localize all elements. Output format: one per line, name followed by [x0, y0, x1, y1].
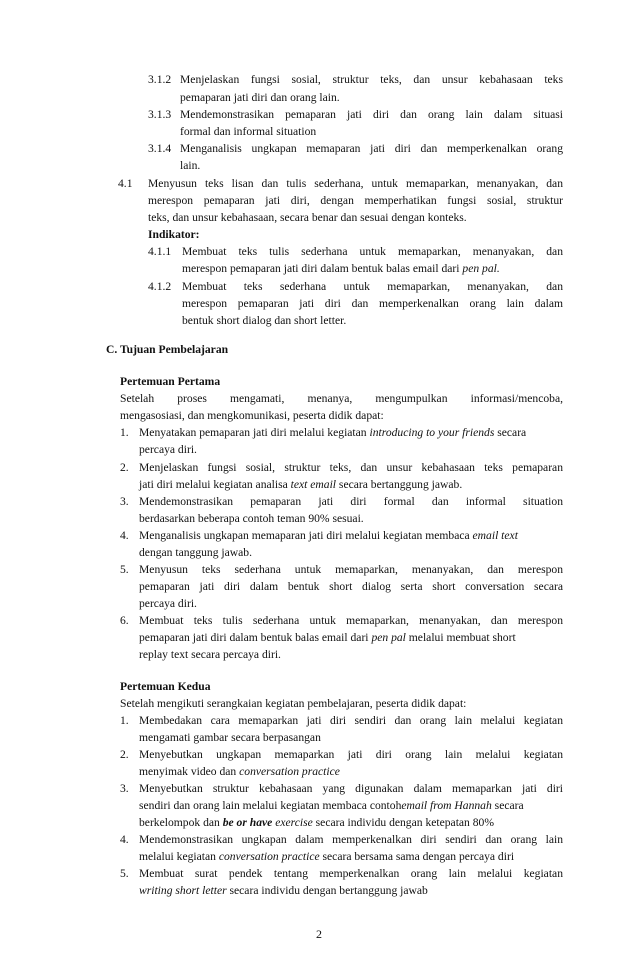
italic-term: email from Hannah: [401, 799, 492, 812]
text-part: secara individu dengan ketepatan 80%: [312, 816, 495, 829]
kd-text: teks, dan unsur kebahasaan, secara benar dan sesuai dengan konteks.: [148, 211, 467, 224]
text-part: melalui kegiatan: [139, 850, 219, 863]
list-number: 4.: [120, 529, 129, 542]
item-number: 3.1.3: [148, 108, 172, 121]
list-item-text: [139, 631, 516, 645]
item-text: formal dan informal situation: [180, 125, 317, 138]
list-number: 2.: [120, 461, 129, 474]
list-item-text: Menyusun teks sederhana untuk memaparkan, menanyakan, dan merespon: [139, 563, 563, 576]
list-item-text: Menyebutkan struktur kebahasaan yang digunakan dalam memaparkan jati diri: [139, 782, 563, 795]
list-item-text: Mendemonstrasikan ungkapan dalam memperkenalkan diri sendiri dan orang lain: [139, 833, 563, 846]
list-item-text: Membuat teks tulis sederhana untuk memaparkan, menanyakan, dan merespon: [139, 614, 563, 627]
list-item-text: Mendemonstrasikan pemaparan jati diri formal dan informal situation: [139, 495, 563, 508]
text-part: secara individu dengan bertanggung jawab: [226, 884, 428, 897]
list-number: 3.: [120, 782, 129, 795]
item-number: 3.1.2: [148, 73, 172, 86]
list-number: 3.: [120, 495, 129, 508]
section-heading: C. Tujuan Pembelajaran: [106, 343, 229, 356]
list-number: 2.: [120, 748, 129, 761]
item-number: 3.1.4: [148, 142, 172, 155]
meeting-title: Pertemuan Pertama: [120, 375, 221, 388]
italic-term: pen pal: [371, 631, 406, 644]
kd-text: merespon pemaparan jati diri, dengan memperhatikan fungsi sosial, struktur: [148, 194, 563, 207]
list-item-text: dengan tanggung jawab.: [139, 546, 253, 559]
text-part: secara bertanggung jawab.: [336, 478, 463, 491]
text-part: menyimak video dan: [139, 765, 240, 778]
kd-text: Menyusun teks lisan dan tulis sederhana, untuk memaparkan, menanyakan, dan: [148, 177, 563, 190]
list-item-text: [139, 478, 462, 492]
list-item-text: percaya diri.: [139, 443, 197, 456]
list-item-text: [139, 850, 514, 864]
list-number: 5.: [120, 867, 129, 880]
list-number: 5.: [120, 563, 129, 576]
item-text: Menjelaskan fungsi sosial, struktur teks, dan unsur kebahasaan teks: [180, 73, 563, 86]
indikator-text-part: merespon pemaparan jati diri dalam bentuk balas email dari: [182, 262, 463, 275]
indikator-number: 4.1.1: [148, 245, 172, 258]
list-item-text: berdasarkan beberapa contoh teman 90% sesuai.: [139, 512, 364, 525]
list-item-text: Menjelaskan fungsi sosial, struktur teks, dan unsur kebahasaan teks pemaparan: [139, 461, 563, 474]
italic-term: email text: [472, 529, 518, 542]
kd-number: 4.1: [118, 177, 133, 190]
list-number: 4.: [120, 833, 129, 846]
list-item-text: Membuat surat pendek tentang memperkenalkan orang lain melalui kegiatan: [139, 867, 563, 880]
text-part: sendiri dan orang lain melalui kegiatan membaca contoh: [139, 799, 402, 812]
item-text: Mendemonstrasikan pemaparan jati diri dan orang lain dalam situasi: [180, 108, 563, 121]
indikator-italic: pen pal.: [462, 262, 500, 275]
meeting-intro: Setelah mengikuti serangkaian kegiatan pembelajaran, peserta didik dapat:: [120, 697, 467, 710]
list-item-text: [139, 799, 524, 813]
list-item-text: [139, 529, 518, 543]
meeting-intro: Setelah proses mengamati, menanya, mengumpulkan informasi/mencoba,: [120, 392, 563, 405]
list-item-text: Menyebutkan ungkapan memaparkan jati diri orang lain melalui kegiatan: [139, 748, 563, 761]
list-item-text: Membedakan cara memaparkan jati diri sendiri dan orang lain melalui kegiatan: [139, 714, 563, 727]
list-number: 1.: [120, 714, 129, 727]
list-item-text: mengamati gambar secara berpasangan: [139, 731, 321, 744]
list-item-text: [139, 765, 340, 779]
italic-term: text email: [290, 478, 337, 491]
indikator-text: Membuat teks sederhana untuk memaparkan, menanyakan, dan: [182, 280, 563, 293]
text-part: secara: [491, 799, 524, 812]
text-part: secara: [494, 426, 527, 439]
page-number: 2: [316, 927, 322, 941]
list-number: 1.: [120, 426, 129, 439]
meeting-title: Pertemuan Kedua: [120, 680, 211, 693]
indikator-text: merespon pemaparan jati diri dan memperkenalkan orang lain dalam: [182, 297, 563, 310]
indikator-text: [182, 262, 500, 276]
list-item-text: pemaparan jati diri dalam bentuk short dialog serta short conversation secara: [139, 580, 563, 593]
list-item-text: [139, 816, 494, 830]
text-part: berkelompok dan: [139, 816, 223, 829]
indikator-label: Indikator:: [148, 228, 200, 241]
meeting-intro: mengasosiasi, dan mengkomunikasi, peserta didik dapat:: [120, 409, 384, 422]
indikator-text: bentuk short dialog dan short letter.: [182, 314, 347, 327]
italic-term: conversation practice: [218, 850, 320, 863]
text-part: Menganalisis ungkapan memaparan jati diri melalui kegiatan membaca: [139, 529, 473, 542]
list-item-text: [139, 426, 526, 440]
indikator-number: 4.1.2: [148, 280, 172, 293]
list-item-text: [139, 884, 428, 898]
text-part: secara bersama sama dengan percaya diri: [319, 850, 515, 863]
italic-term: conversation practice: [239, 765, 340, 778]
list-item-text: percaya diri.: [139, 597, 197, 610]
italic-term: introducing to your friends: [369, 426, 495, 439]
text-part: Menyatakan pemaparan jati diri melalui kegiatan: [139, 426, 370, 439]
item-text: lain.: [180, 159, 201, 172]
text-part: pemaparan jati diri dalam bentuk balas email dari: [139, 631, 372, 644]
bold-italic-term: be or have: [222, 816, 273, 829]
text-part: jati diri melalui kegiatan analisa: [139, 478, 291, 491]
indikator-text: Membuat teks tulis sederhana untuk memaparkan, menanyakan, dan: [182, 245, 563, 258]
text-part: melalui membuat short: [405, 631, 516, 644]
list-item-text: replay text secara percaya diri.: [139, 648, 281, 661]
item-text: Menganalisis ungkapan memaparan jati diri dan memperkenalkan orang: [180, 142, 563, 155]
italic-term: exercise: [275, 816, 313, 829]
list-number: 6.: [120, 614, 129, 627]
italic-term: writing short letter: [139, 884, 227, 897]
item-text: pemaparan jati diri dan orang lain.: [180, 91, 340, 104]
